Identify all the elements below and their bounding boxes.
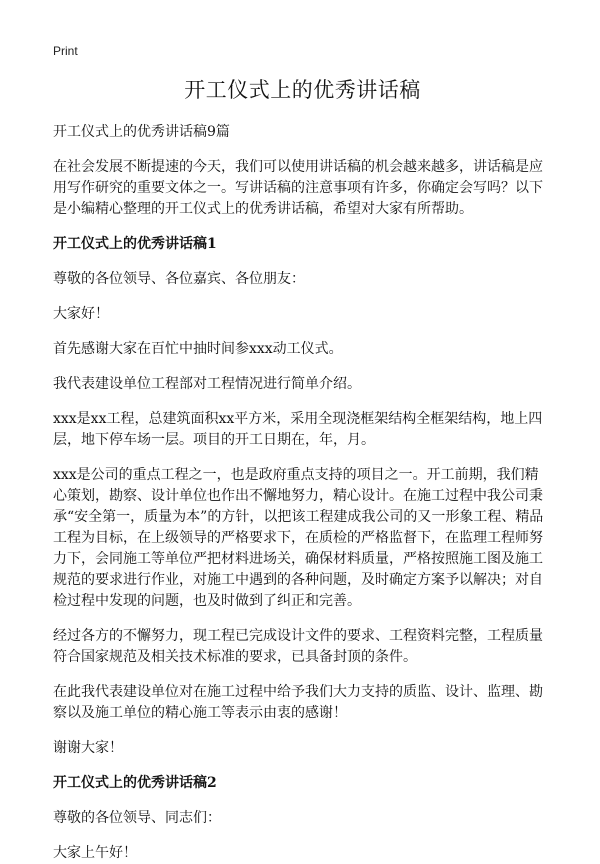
paragraph: 谢谢大家！ (53, 740, 123, 756)
paragraph: xxx是xx工程，总建筑面积xx平方米，采用全现浇框架结构全框架结构，地上四层，地下停车场一层。项目的开工日期在，年，月。 (53, 411, 543, 448)
intro-paragraph: 在社会发展不断提速的今天，我们可以使用讲话稿的机会越来越多，讲话稿是应用写作研究的重要文体之一。写讲话稿的注意事项有许多，你确定会写吗？以下是小编精心整理的开工仪式上的优秀讲话稿，希望对大家有所帮助。 (53, 159, 543, 217)
paragraph: 我代表建设单位工程部对工程情况进行简单介绍。 (53, 376, 361, 392)
paragraph: 在此我代表建设单位对在施工过程中给予我们大力支持的质监、设计、监理、勘察以及施工单位的精心施工等表示由衷的感谢！ (53, 684, 543, 721)
paragraph: 大家上午好！ (53, 845, 137, 861)
paragraph: xxx是公司的重点工程之一，也是政府重点支持的项目之一。开工前期，我们精心策划，勘察、设计单位也作出不懈地努力，精心设计。在施工过程中我公司秉承“安全第一，质量为本”的方针，以把该工程建成我公司的又一形象工程、精品工程为目标，在上级领导的严格要求下，在质检的严格监督下，在监理工程师努力下，会同施工等单位严把材料进场关，确保材料质量，严格按照施工图及施工规范的要求进行作业，对施工中遇到的各种问题，及时确定方案予以解决；对自检过程中发现的问题，也及时做到了纠正和完善。 (53, 467, 544, 609)
paragraph: 经过各方的不懈努力，现工程已完成设计文件的要求、工程资料完整，工程质量符合国家规范及相关技术标准的要求，已具备封顶的条件。 (53, 628, 543, 665)
page-title: 开工仪式上的优秀讲话稿 (184, 78, 421, 102)
print-link[interactable]: Print (53, 44, 78, 58)
paragraph: 尊敬的各位领导、各位嘉宾、各位朋友： (53, 271, 305, 287)
paragraph: 大家好！ (53, 306, 109, 322)
section-heading: 开工仪式上的优秀讲话稿1 (53, 236, 217, 252)
paragraph: 首先感谢大家在百忙中抽时间参xxx动工仪式。 (53, 341, 343, 357)
paragraph: 尊敬的各位领导、同志们： (53, 810, 221, 826)
section-heading: 开工仪式上的优秀讲话稿2 (53, 775, 217, 791)
document-subtitle: 开工仪式上的优秀讲话稿9篇 (53, 124, 230, 140)
